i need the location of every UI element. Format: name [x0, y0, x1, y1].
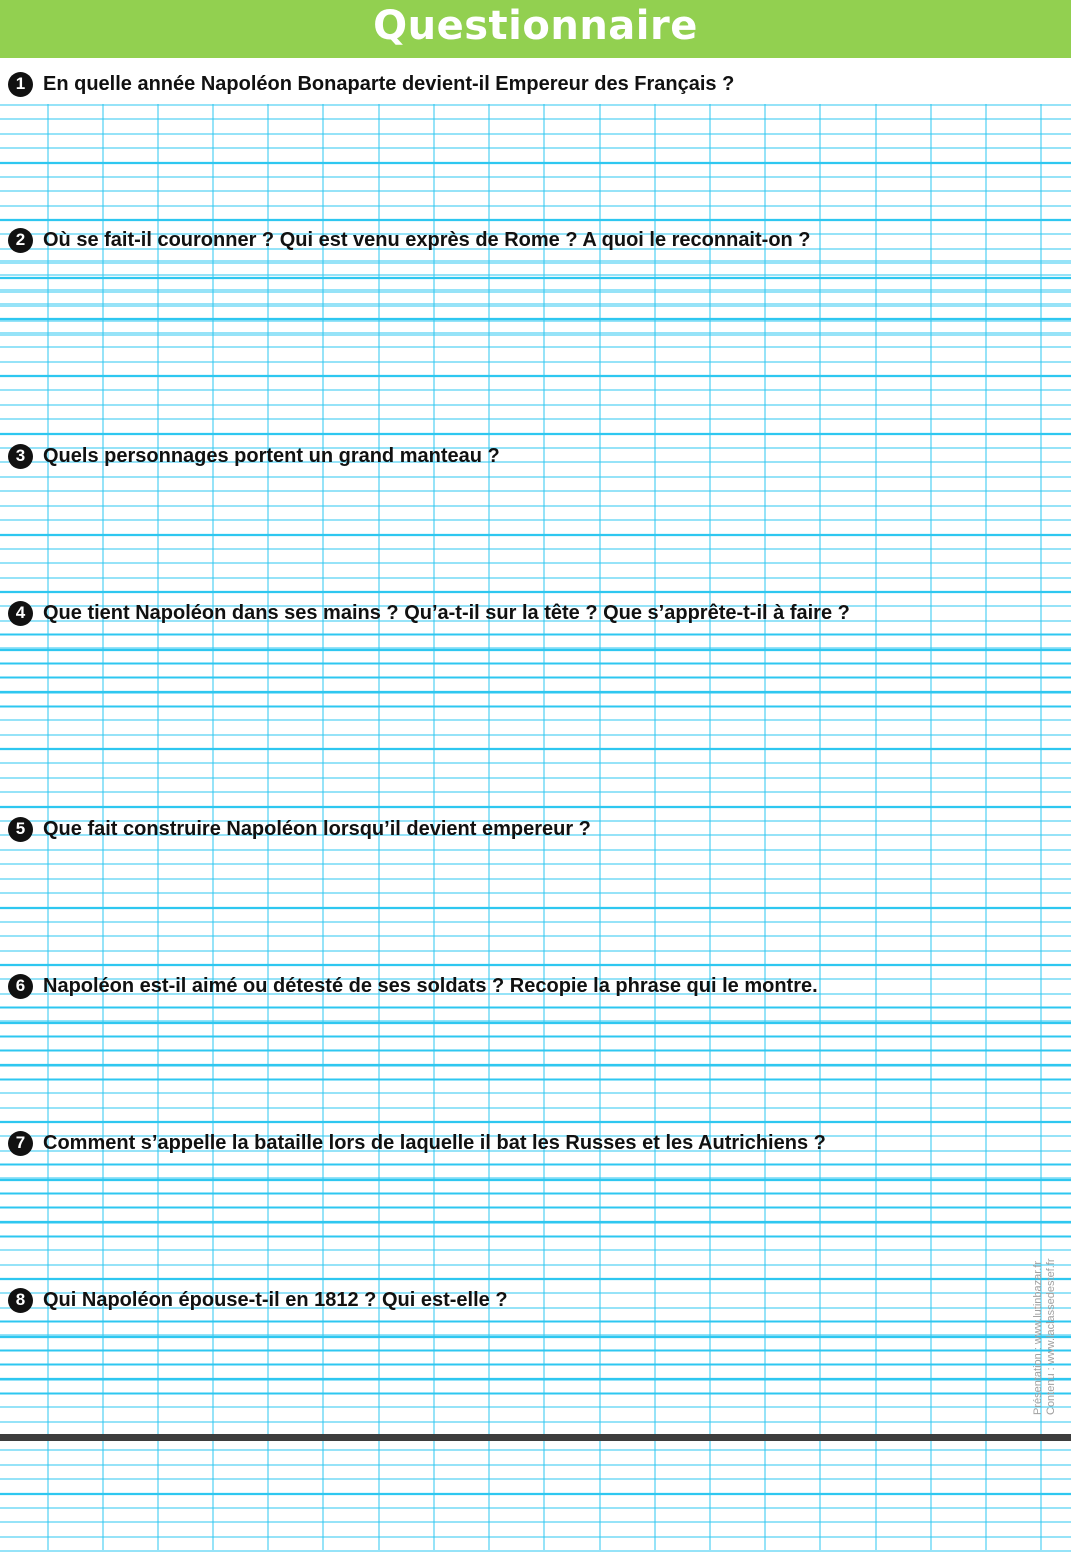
- question-heading: [8, 597, 850, 629]
- question-text: Napoléon est-il aimé ou détesté de ses soldats ? Recopie la phrase qui le montre.: [43, 974, 818, 997]
- question-number-badge: 1: [8, 72, 33, 97]
- question-heading: [8, 1284, 508, 1316]
- page-title: Questionnaire: [373, 3, 698, 49]
- footer-bar: [0, 1434, 1071, 1441]
- question-number-badge: 6: [8, 974, 33, 999]
- question-number-badge: 3: [8, 444, 33, 469]
- question-text: Où se fait-il couronner ? Qui est venu exprès de Rome ? A quoi le reconnait-on ?: [43, 228, 811, 251]
- question-number-badge: 7: [8, 1131, 33, 1156]
- question-text: Comment s’appelle la bataille lors de laquelle il bat les Russes et les Autrichiens ?: [43, 1131, 826, 1154]
- question-heading: [8, 813, 591, 845]
- credits-content: Contenu : www.laclassedestef.fr: [1045, 1258, 1057, 1415]
- question-heading: [8, 68, 734, 100]
- question-heading: [8, 224, 811, 256]
- question-heading: [8, 440, 500, 472]
- question-heading: [8, 970, 818, 1002]
- question-number-badge: 4: [8, 601, 33, 626]
- question-text: En quelle année Napoléon Bonaparte devient-il Empereur des Français ?: [43, 72, 735, 95]
- question-text: Qui Napoléon épouse-t-il en 1812 ? Qui est-elle ?: [43, 1288, 508, 1311]
- question-number-badge: 2: [8, 228, 33, 253]
- question-text: Que tient Napoléon dans ses mains ? Qu’a-t-il sur la tête ? Que s’apprête-t-il à faire ?: [43, 601, 850, 624]
- question-number-badge: 8: [8, 1288, 33, 1313]
- credits: [1032, 1258, 1058, 1415]
- question-heading: [8, 1127, 826, 1159]
- question-number-badge: 5: [8, 817, 33, 842]
- credits-presentation: Présentation : www.lutinbazar.fr: [1032, 1260, 1044, 1415]
- question-text: Que fait construire Napoléon lorsqu’il devient empereur ?: [43, 817, 591, 840]
- question-text: Quels personnages portent un grand manteau ?: [43, 444, 500, 467]
